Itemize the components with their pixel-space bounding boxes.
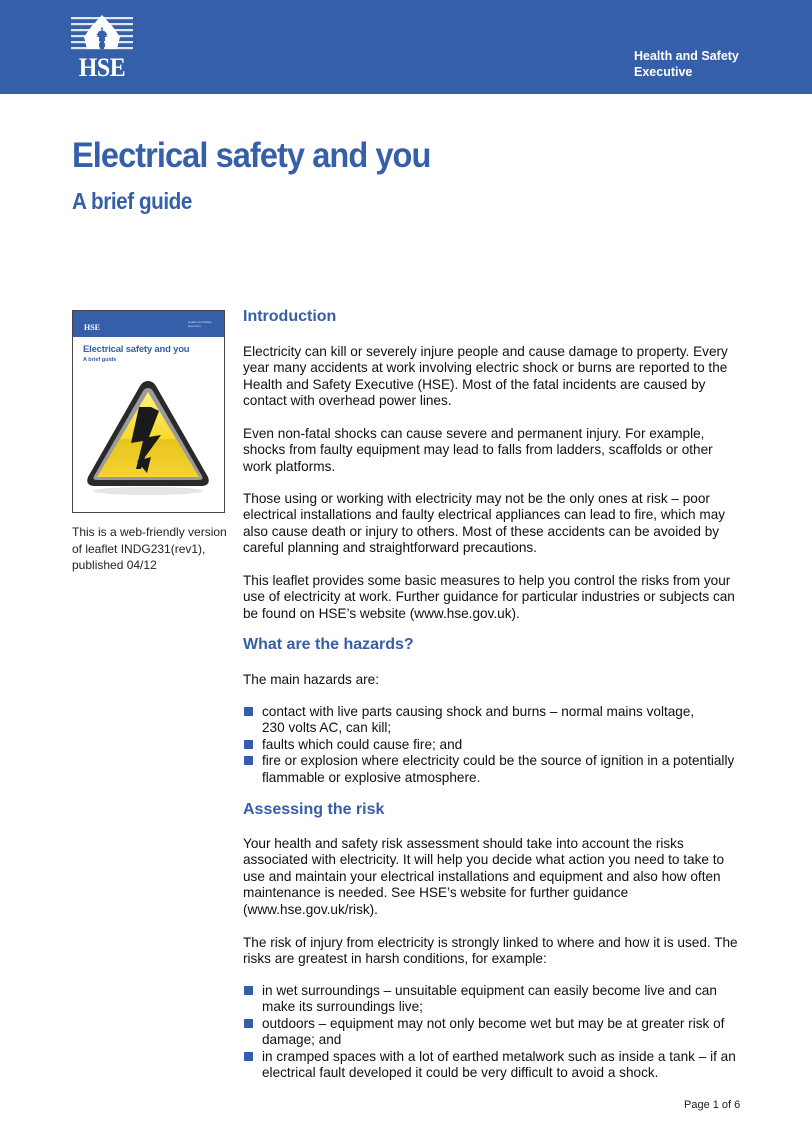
list-item (243, 1016, 743, 1049)
cover-caption (72, 524, 232, 574)
list-item (243, 704, 743, 737)
list-item-text: faults which could cause fire; and (262, 736, 463, 752)
section-heading-hazards: What are the hazards? (243, 636, 414, 653)
caption-line: of leaflet INDG231(rev1), (72, 541, 206, 556)
cover-logo-text: HSE (84, 323, 101, 332)
square-bullet-icon (244, 740, 253, 749)
list-item (243, 737, 743, 753)
intro-paragraph-3: Those using or working with electricity may not be the only ones at risk – poor electrical installations and faulty electrical appliances can lead to fire, which may also cause death or injury to others. Most of these accidents can be avoided by careful planning and straightforward precautions. (243, 491, 726, 556)
hse-logo-text: HSE (78, 53, 126, 82)
page-title: Electrical safety and you (72, 136, 431, 175)
cover-title: Electrical safety and you (83, 344, 190, 355)
header-banner (0, 0, 812, 94)
list-item-text: in cramped spaces with a lot of earthed metalwork such as inside a tank – if an electrical fault developed it could be very difficult to avoid a shock. (262, 1048, 736, 1081)
organisation-name (634, 48, 739, 80)
square-bullet-icon (244, 1019, 253, 1028)
square-bullet-icon (244, 756, 253, 765)
high-voltage-warning-icon (81, 373, 216, 503)
section-heading-assessing-risk: Assessing the risk (243, 801, 385, 818)
intro-paragraph-1: Electricity can kill or severely injure people and cause damage to property. Every year many accidents at work involving electric shock or burns are reported to the Health and Safety Executive (HSE). Most of the fatal incidents are caused by contact with overhead power lines. (243, 344, 728, 409)
hazards-list (243, 704, 743, 786)
intro-paragraph-2: Even non-fatal shocks can cause severe and permanent injury. For example, shocks from faulty equipment may lead to falls from ladders, scaffolds or other work platforms. (243, 426, 713, 474)
list-item-text: fire or explosion where electricity could be the source of ignition in a potentially flammable or explosive atmosphere. (262, 753, 735, 785)
list-item (243, 753, 743, 786)
square-bullet-icon (244, 1052, 253, 1061)
caption-line: This is a web-friendly version (72, 525, 227, 539)
cover-subtitle: A brief guide (83, 357, 117, 363)
list-item (243, 983, 743, 1016)
square-bullet-icon (244, 986, 253, 995)
org-name-line1: Health and Safety (634, 49, 739, 63)
leaflet-cover-thumbnail (72, 310, 225, 513)
risk-conditions-list (243, 983, 743, 1081)
page-subtitle: A brief guide (72, 188, 192, 214)
intro-paragraph-4: This leaflet provides some basic measures to help you control the risks from your use of electricity at work. Further guidance for particular industries or subjects can be found on HSE’s website (www.hse.gov.uk). (243, 573, 735, 621)
org-name-line2: Executive (634, 65, 693, 79)
hazards-intro: The main hazards are: (243, 672, 380, 687)
cover-org-name: Health and Safety Executive (188, 320, 212, 328)
section-heading-introduction: Introduction (243, 308, 337, 325)
assessing-paragraph-2: The risk of injury from electricity is strongly linked to where and how it is used. The risks are greatest in harsh conditions, for example: (243, 935, 738, 967)
list-item (243, 1049, 743, 1082)
square-bullet-icon (244, 707, 253, 716)
list-item-text: in wet surroundings – unsuitable equipment can easily become live and can make its surroundings live; (262, 983, 717, 1015)
page-number: Page 1 of 6 (684, 1099, 741, 1111)
hse-logo (71, 15, 133, 82)
list-item-text: outdoors – equipment may not only become wet but may be at greater risk of damage; and (262, 1015, 725, 1048)
assessing-paragraph-1: Your health and safety risk assessment should take into account the risks associated with electricity. It will help you decide what action you need to take to use and maintain your electrical installations and equipment and also how often maintenance is needed. See HSE’s website for further guidance (www.hse.gov.uk/risk). (243, 836, 725, 917)
caption-line: published 04/12 (72, 558, 157, 572)
list-item-text: contact with live parts causing shock and burns – normal mains voltage, 230 volts AC, can kill; (262, 704, 695, 736)
hse-emblem-icon (71, 15, 133, 55)
